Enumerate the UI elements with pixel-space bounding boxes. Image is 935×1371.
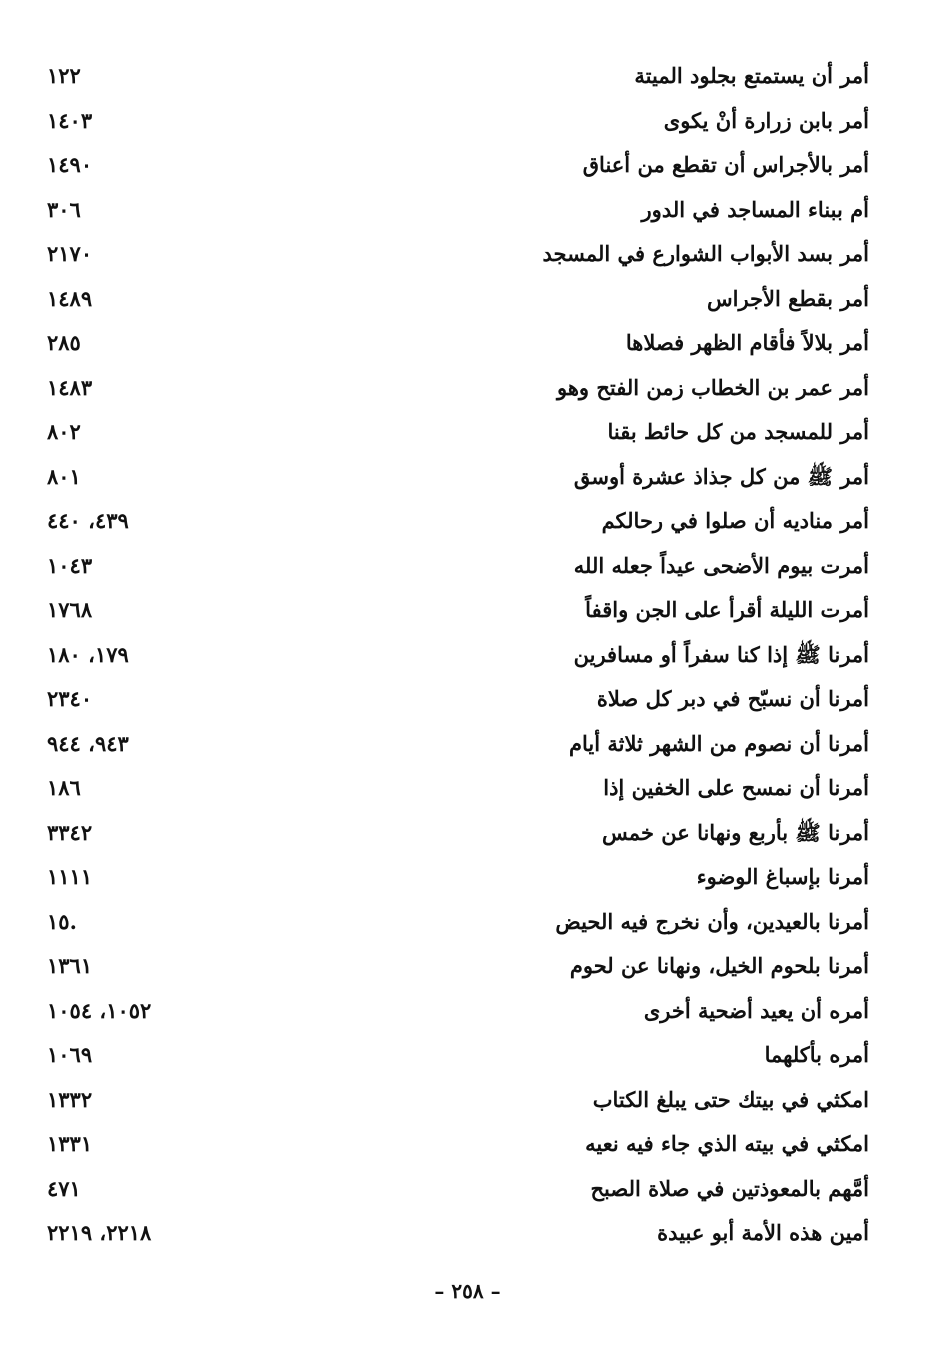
entry-reference-number: ٣٣٤٢ <box>47 819 93 845</box>
entry-text: أمر للمسجد من كل حائط بقنا <box>607 419 869 444</box>
entry-reference-number: ٤٧١ <box>47 1175 81 1201</box>
index-entry <box>0 1125 935 1170</box>
index-entry <box>0 280 935 325</box>
entry-reference-number: ١٧٩، ١٨٠ <box>47 641 129 667</box>
entry-reference-number: ١٠٤٣ <box>47 552 93 578</box>
index-entry <box>0 324 935 369</box>
entry-text: أمرنا ﷺ بأربع ونهانا عن خمس <box>602 819 869 845</box>
entry-reference-number: ١٧٦٨ <box>47 597 93 622</box>
index-entry <box>0 680 935 725</box>
entry-text: أمرنا أن نسبّح في دبر كل صلاة <box>596 686 869 711</box>
entry-text: أمرنا بإسباغ الوضوء <box>696 864 869 889</box>
index-entry <box>0 814 935 859</box>
index-entry <box>0 57 935 102</box>
entry-reference-number: ١٠٥٢، ١٠٥٤ <box>47 997 152 1023</box>
entry-reference-number: ٢٣٤٠ <box>47 686 93 711</box>
entry-text: أمين هذه الأمة أبو عبيدة <box>657 1220 869 1245</box>
page-number: – ٢٥٨ – <box>434 1279 501 1303</box>
index-entry <box>0 858 935 903</box>
entry-text: أمر أن يستمتع بجلود الميتة <box>634 63 869 88</box>
entry-reference-number: ١١١١ <box>47 864 93 889</box>
entry-text: أمرت الليلة أقرأ على الجن واقفاً <box>585 597 869 622</box>
entry-text: أمر بالأجراس أن تقطع من أعناق <box>582 152 869 177</box>
index-entry <box>0 947 935 992</box>
entry-reference-number: ٢٨٥ <box>47 330 81 355</box>
entry-reference-number: ٤٣٩، ٤٤٠ <box>47 508 129 533</box>
index-entry <box>0 413 935 458</box>
index-entry <box>0 992 935 1037</box>
entry-reference-number: ١٤٠٣ <box>47 107 93 133</box>
index-entry <box>0 369 935 414</box>
entry-reference-number: ١٣٦١ <box>47 953 93 978</box>
entry-text: أمره أن يعيد أضحية أخرى <box>643 997 869 1023</box>
entry-reference-number: ٢٢١٨، ٢٢١٩ <box>47 1220 152 1245</box>
entry-reference-number: ١٣٣١ <box>47 1131 93 1156</box>
entry-text: أمر بسد الأبواب الشوارع في المسجد <box>542 241 869 266</box>
index-entry <box>0 591 935 636</box>
entry-text: امكثي في بيتك حتى يبلغ الكتاب <box>592 1086 869 1112</box>
entry-text: أمره بأكلهما <box>764 1042 869 1067</box>
entry-reference-number: ٨٠٢ <box>47 419 81 444</box>
index-entry <box>0 636 935 681</box>
entry-reference-number: ٢١٧٠ <box>47 241 93 266</box>
entry-text: أمرنا أن نمسح على الخفين إذا <box>603 775 869 800</box>
index-entry <box>0 1036 935 1081</box>
entry-reference-number: ٩٤٣، ٩٤٤ <box>47 730 129 756</box>
index-entry <box>0 102 935 147</box>
entry-reference-number: ٣٠٦ <box>47 196 81 222</box>
entry-text: أمر مناديه أن صلوا في رحالكم <box>601 508 869 533</box>
index-entry <box>0 547 935 592</box>
entry-text: أمرنا ﷺ إذا كنا سفراً أو مسافرين <box>573 641 869 667</box>
entry-text: أمر بابن زرارة أنْ يكوى <box>663 107 869 133</box>
entry-text: أمَّهم بالمعوذتين في صلاة الصبح <box>590 1175 869 1201</box>
entry-reference-number: ١٤٩٠ <box>47 152 93 177</box>
index-entry <box>0 458 935 503</box>
entry-text: أمر بقطع الأجراس <box>706 285 869 311</box>
index-entry <box>0 235 935 280</box>
index-entry <box>0 1081 935 1126</box>
entry-reference-number: ١٤٨٣ <box>47 374 93 400</box>
entry-reference-number: ١٨٦ <box>47 775 81 800</box>
entry-text: أمر بلالاً فأقام الظهر فصلاها <box>625 330 869 355</box>
index-entry <box>0 502 935 547</box>
entry-reference-number: ١٠٦٩ <box>47 1042 93 1067</box>
index-entry <box>0 725 935 770</box>
index-entry <box>0 1170 935 1215</box>
entry-text: أمر ﷺ من كل جذاذ عشرة أوسق <box>573 463 869 489</box>
entry-reference-number: ٨٠١ <box>47 463 81 489</box>
entry-text: أمرت بيوم الأضحى عيداً جعله الله <box>573 552 869 578</box>
index-entry <box>0 146 935 191</box>
index-entry <box>0 903 935 948</box>
entry-text: أمرنا بالعيدين، وأن نخرج فيه الحيض <box>555 908 869 934</box>
index-entry <box>0 191 935 236</box>
entry-text: أمرنا أن نصوم من الشهر ثلاثة أيام <box>569 730 869 756</box>
entry-text: أمرنا بلحوم الخيل، ونهانا عن لحوم <box>569 953 869 978</box>
entry-reference-number: ١٤٨٩ <box>47 285 93 311</box>
index-list <box>0 57 935 1259</box>
entry-reference-number: ١٢٢ <box>47 63 81 88</box>
entry-reference-number: .١٥ <box>47 908 77 934</box>
entry-reference-number: ١٣٣٢ <box>47 1086 93 1112</box>
entry-text: أمر عمر بن الخطاب زمن الفتح وهو <box>557 374 869 400</box>
entry-text: امكثي في بيته الذي جاء فيه نعيه <box>585 1131 869 1156</box>
index-entry <box>0 1214 935 1259</box>
index-entry <box>0 769 935 814</box>
entry-text: أم ببناء المساجد في الدور <box>641 196 869 222</box>
